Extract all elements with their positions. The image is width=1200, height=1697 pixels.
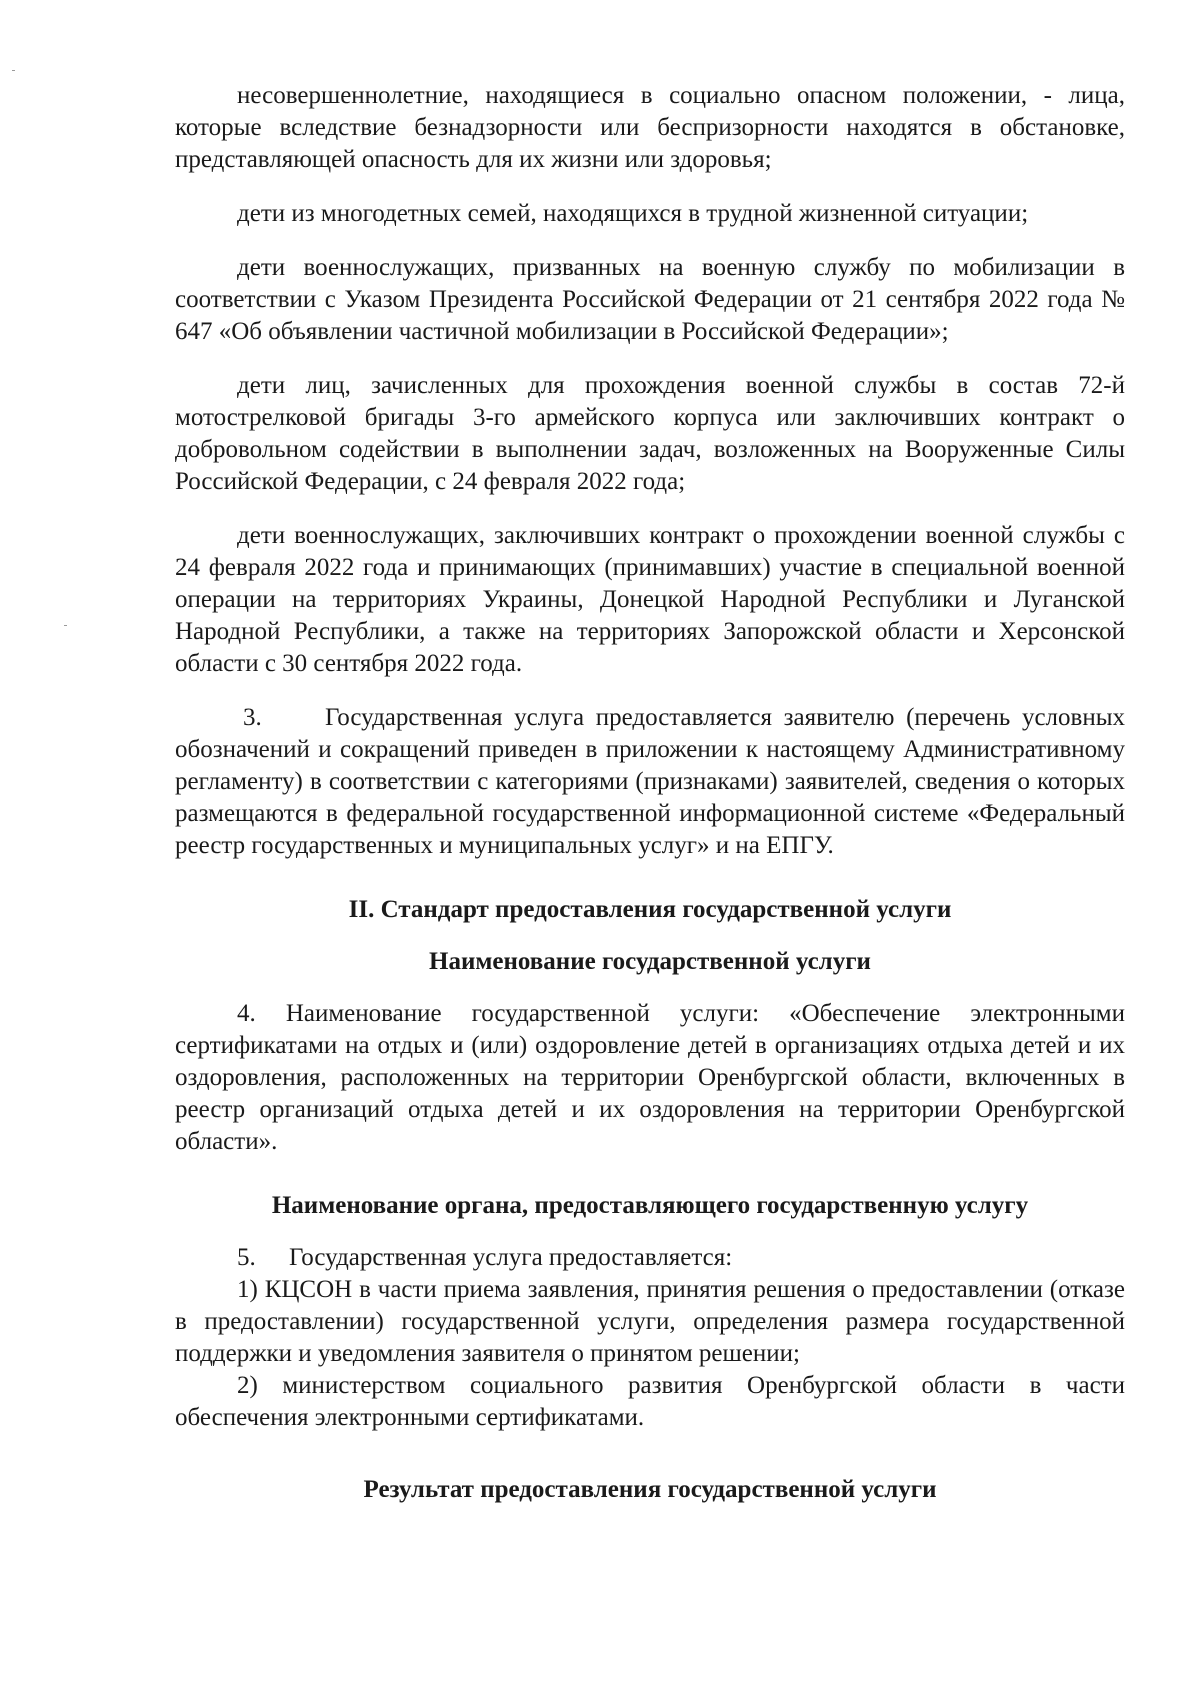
item-3-number: 3. — [243, 704, 262, 731]
item-3 — [175, 702, 1125, 862]
subheading-result: Результат предоставления государственной услуги — [363, 1476, 937, 1503]
item-3-text: Государственная услуга предоставляется заявителю (перечень условных обозначений и сокращений приведен в приложении к настоящему Административному регламенту) в соответствии с категориями (признаками) заявителей, сведения о которых размещаются в федеральной государственной информационной системе «Федеральный реестр государственных и муниципальных услуг» и на ЕПГУ. — [175, 704, 1125, 859]
item-5-sub-2: 2) министерством социального развития Оренбургской области в части обеспечения электронными сертификатами. — [175, 1372, 1125, 1431]
subheading-authority: Наименование органа, предоставляющего государственную услугу — [271, 1192, 1029, 1219]
subheading-service-name: Наименование государственной услуги — [429, 948, 871, 975]
section-2-title: II. Стандарт предоставления государственной услуги — [348, 896, 952, 923]
item-5-sub-1: 1) КЦСОН в части приема заявления, принятия решения о предоставлении (отказе в предоставлении) государственной услуги, определения размера государственной поддержки и уведомления заявителя о принятом решении; — [175, 1276, 1125, 1367]
paragraph-contract: дети военнослужащих, заключивших контракт о прохождении военной службы с 24 февраля 2022 года и принимающих (принимавших) участие в специальной военной операции на территориях Украины, Донецкой Народной Республики и Луганской Народной Республики, а также на территориях Запорожской области и Херсонской области с 30 сентября 2022 года. — [175, 522, 1125, 677]
scan-speck — [64, 625, 67, 626]
paragraph-mobilized: дети военнослужащих, призванных на военную службу по мобилизации в соответствии с Указом Президента Российской Федерации от 21 сентября 2022 года № 647 «Об объявлении частичной мобилизации в Российской Федерации»; — [175, 254, 1125, 345]
paragraph-minors-danger: несовершеннолетние, находящиеся в социально опасном положении, - лица, которые вследствие безнадзорности или беспризорности находятся в обстановке, представляющей опасность для их жизни или здоровья; — [175, 82, 1125, 173]
document-body — [175, 80, 1125, 1526]
paragraph-brigade: дети лиц, зачисленных для прохождения военной службы в состав 72-й мотострелковой бригады 3-го армейского корпуса или заключивших контракт о добровольном содействии в выполнении задач, возложенных на Вооруженные Силы Российской Федерации, с 24 февраля 2022 года; — [175, 372, 1125, 495]
item-4: 4. Наименование государственной услуги: «Обеспечение электронными сертификатами на отдых и (или) оздоровление детей в организациях отдыха детей и их оздоровления, расположенных на территории Оренбургской области, включенных в реестр организаций отдыха детей и их оздоровления на территории Оренбургской области». — [175, 1000, 1125, 1155]
item-5-text: Государственная услуга предоставляется: — [289, 1244, 733, 1271]
paragraph-large-families: дети из многодетных семей, находящихся в трудной жизненной ситуации; — [237, 200, 1029, 227]
item-5 — [175, 1242, 1125, 1274]
scan-speck — [12, 70, 15, 71]
item-5-number: 5. — [237, 1244, 256, 1271]
